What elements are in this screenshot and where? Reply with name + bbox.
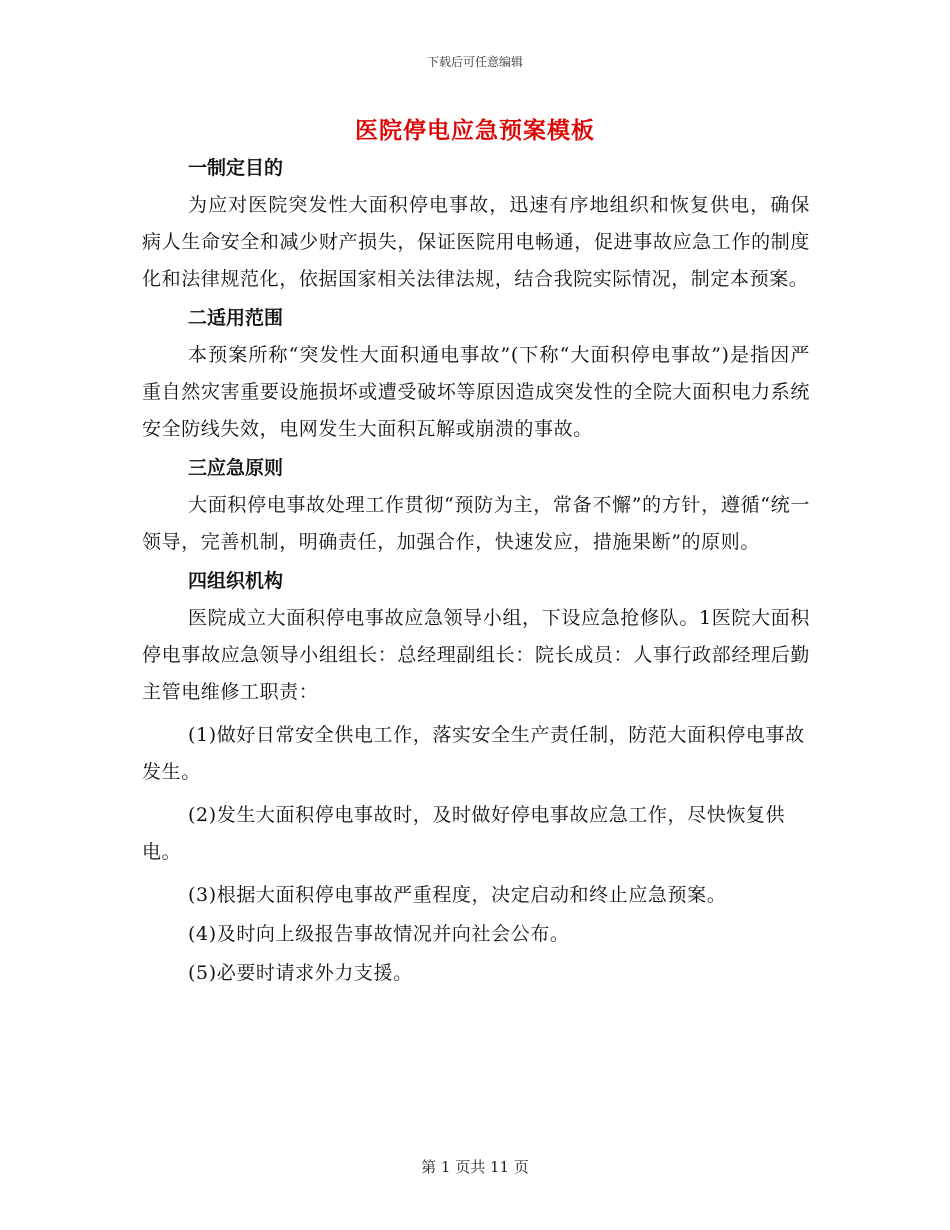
- section-paragraph: 本预案所称“突发性大面积通电事故”(下称“大面积停电事故”)是指因严重自然灾害重要设施损坏或遭受破坏等原因造成突发性的全院大面积电力系统安全防线失效，电网发生大面积瓦解或崩溃的事故。: [142, 344, 810, 440]
- document-title: 医院停电应急预案模板: [355, 117, 595, 144]
- duties-list: [142, 717, 810, 992]
- section-purpose: [142, 150, 810, 298]
- section-scope: [142, 300, 810, 448]
- section-paragraph: 大面积停电事故处理工作贯彻“预防为主，常备不懈”的方针，遵循“统一领导，完善机制，明确责任，加强合作，快速发应，措施果断”的原则。: [142, 494, 810, 553]
- header-note: 下载后可任意编辑: [426, 55, 523, 69]
- section-principles: [142, 450, 810, 561]
- document-body: [142, 150, 810, 992]
- list-item: (2)发生大面积停电事故时，及时做好停电事故应急工作，尽快恢复供电。: [142, 804, 786, 863]
- list-item: (5)必要时请求外力支援。: [188, 962, 413, 984]
- section-heading: 一制定目的: [188, 157, 284, 179]
- page-number: 第 1 页共 11 页: [421, 1158, 529, 1176]
- list-item: (4)及时向上级报告事故情况并向社会公布。: [188, 923, 570, 945]
- section-paragraph: 医院成立大面积停电事故应急领导小组，下设应急抢修队。1医院大面积停电事故应急领导小组组长：总经理副组长：院长成员：人事行政部经理后勤主管电维修工职责：: [142, 607, 810, 703]
- list-item: (1)做好日常安全供电工作，落实安全生产责任制，防范大面积停电事故发生。: [142, 724, 805, 783]
- section-heading: 四组织机构: [188, 570, 284, 592]
- section-heading: 三应急原则: [188, 457, 284, 479]
- section-paragraph: 为应对医院突发性大面积停电事故，迅速有序地组织和恢复供电，确保病人生命安全和减少财产损失，保证医院用电畅通，促进事故应急工作的制度化和法律规范化，依据国家相关法律法规，结合我院实际情况，制定本预案。: [142, 194, 810, 290]
- section-organization: [142, 563, 810, 711]
- section-heading: 二适用范围: [188, 307, 284, 329]
- list-item: (3)根据大面积停电事故严重程度，决定启动和终止应急预案。: [188, 884, 727, 906]
